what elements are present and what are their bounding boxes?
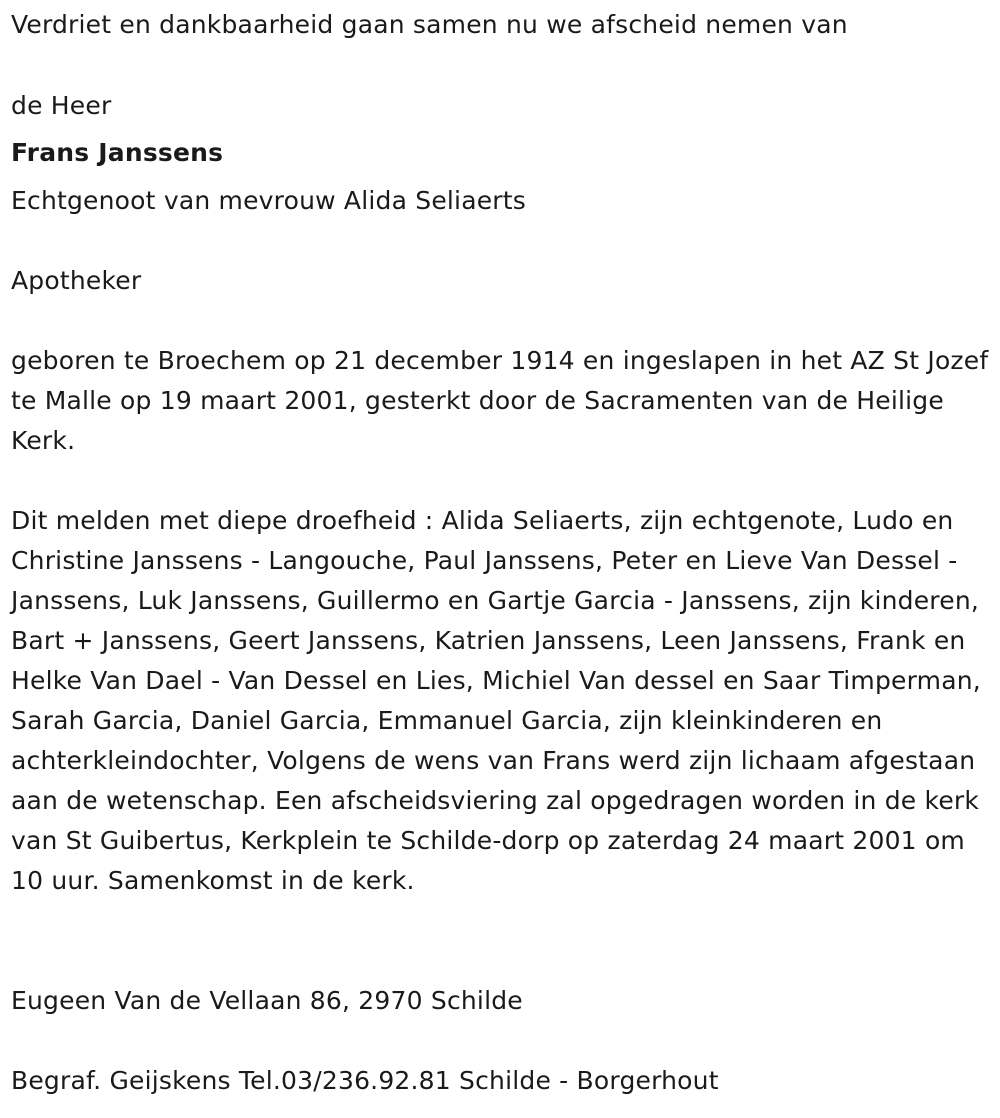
profession: Apotheker — [11, 266, 142, 295]
title-prefix: de Heer — [11, 91, 112, 120]
intro-text: Verdriet en dankbaarheid gaan samen nu we afscheid nemen van — [11, 10, 848, 39]
spouse-line: Echtgenoot van mevrouw Alida Seliaerts — [11, 186, 526, 215]
address-line: Eugeen Van de Vellaan 86, 2970 Schilde — [11, 986, 523, 1015]
birth-death-paragraph: geboren te Broechem op 21 december 1914 en ingeslapen in het AZ St Jozef te Malle op 19 maart 2001, gesterkt door de Sacramenten van de Heilige Kerk. — [11, 346, 989, 455]
deceased-name: Frans Janssens — [11, 138, 224, 167]
undertaker-line: Begraf. Geijskens Tel.03/236.92.81 Schilde - Borgerhout — [11, 1066, 719, 1095]
announcement-paragraph: Dit melden met diepe droefheid : Alida Seliaerts, zijn echtgenote, Ludo en Christine Janssens - Langouche, Paul Janssens, Peter en Lieve Van Dessel - Janssens, Luk Janssens, Guillermo en Gartje Garcia - Janssens, zijn kinderen, Bart + Janssens, Geert Janssens, Katrien Janssens, Leen Janssens, Frank en Helke Van Dael - Van Dessel en Lies, Michiel Van dessel en Saar Timperman, Sarah Garcia, Daniel Garcia, Emmanuel Garcia, zijn kleinkinderen en achterkleindochter, Volgens de wens van Frans werd zijn lichaam afgestaan aan de wetenschap. Een afscheidsviering zal opgedragen worden in de kerk van St Guibertus, Kerkplein te Schilde-dorp op zaterdag 24 maart 2001 om 10 uur. Samenkomst in de kerk. — [11, 506, 981, 895]
